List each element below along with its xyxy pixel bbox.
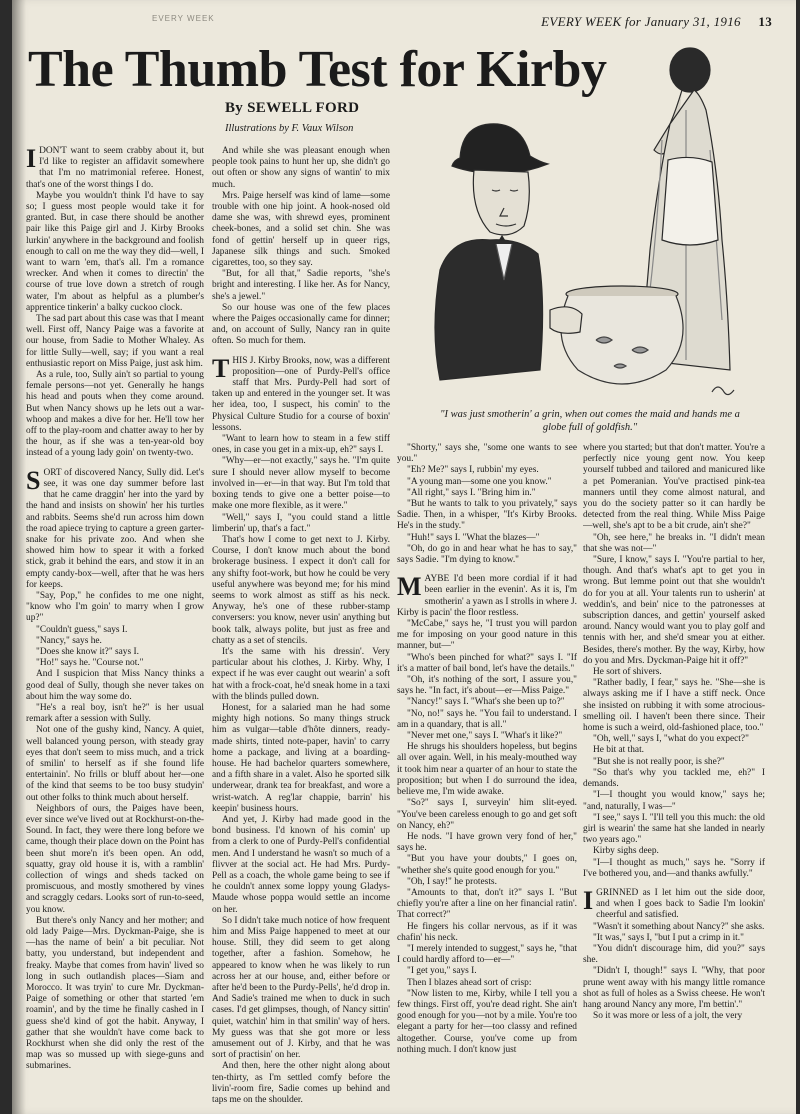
text-column-2 [212, 146, 390, 1106]
binding-shadow [12, 0, 26, 1114]
paragraph: And while she was pleasant enough when people took pains to hunt her up, she didn't go out often or show any signs of wantin' to mix much. [212, 146, 390, 190]
drop-cap: T [212, 353, 230, 383]
paragraph: "A young man—some one you know." [407, 476, 552, 487]
paragraph: "Want to learn how to steam in a few stiff ones, in case you get in a mix-up, eh?" says I. [212, 434, 390, 456]
paragraph: That's how I come to get next to J. Kirby. Course, I don't know much about the bond brokerage business. I expect it don't call for any shifty foot-work, but how he could be very useful anywhere was beyond me; for his mind seems to work almost as stiff as his neck. Anyway, he's one of these rubber-stamp conversers: you know, never usin' anything but book talk, always polite, but just as free and chatty as a set of stencils. [212, 534, 390, 646]
paragraph: "It was," says I, "but I put a crimp in it." [593, 932, 744, 943]
paragraph: As a rule, too, Sully ain't so partial to young female persons—not yet. Generally he hangs his head and pouts when they come around. But when Nancy shows up he lets out a war-whoop and makes a dive for her. He'll tow her off to the play-room and chatter away to her by the hour, as if she was a ten-year-old boy instead of a young lady goin' on twenty-two. [26, 370, 204, 459]
paragraph: "Nancy," says he. [36, 635, 102, 646]
paragraph: "You didn't discourage him, did you?" says she. [583, 943, 765, 966]
paragraph: "Amounts to that, don't it?" says I. "But chiefly you're after a line on her financial ratin'. That correct?" [397, 887, 577, 921]
paragraph: "Who's been pinched for what?" says I. "If it's a matter of bail bond, let's have the details." [397, 652, 577, 674]
paragraph: "Ho!" says he. "Course not." [36, 658, 144, 669]
paragraph: He sort of shivers. [593, 667, 662, 678]
paragraph: SORT of discovered Nancy, Sully did. Let's see, it was one day summer before last that he came draggin' her into the yard by the hand and insists on showin' her his turtles and rabbits. Seems she'd run across him down the road apiece trying to capture a green garter-snake for his private zoo. And when she showed him how to spear it with a forked stick, grab it behind the ears, and stow it in an empty candy-box—well, after that he was hers for keeps. [26, 465, 204, 590]
drop-cap: S [26, 465, 41, 495]
paragraph: "Well," says I, "you could stand a little limberin' up, that's a fact." [212, 512, 390, 534]
illustration-man-with-goldfish-bowl [400, 40, 762, 400]
paragraph: "Oh, well," says I, "what do you expect?" [593, 734, 749, 745]
text-column-3 [397, 443, 577, 1108]
paragraph: It's the same with his dressin'. Very particular about his clothes, J. Kirby. Why, I expect if he was ever caught out wearin' a soft hat with a frock-coat, he'd sneak home in a taxi with the blinds pulled down. [212, 646, 390, 702]
paragraph: THIS J. Kirby Brooks, now, was a different proposition—one of Purdy-Pell's office staff that Mrs. Purdy-Pell had sort of taken up and entered in the younger set. It was her idea, too, I suspect, his comin' to the Physical Culture Studio for a course of boxin' lessons. [212, 353, 390, 433]
paragraph: "I see," says I. "I'll tell you this much: the old girl is wearin' the same hat she landed in nearly two years ago." [583, 812, 765, 846]
goldfish-bowl [550, 286, 683, 384]
paragraph: IGRINNED as I let him out the side door, and when I goes back to Sadie I'm lookin' cheerful and satisfied. [583, 885, 765, 921]
paragraph: Not one of the gushy kind, Nancy. A quiet, well balanced young person, with steady gray eyes that don't seem to miss much, and a trick of smilin' to herself as if she found life entertainin'. No frills or bluff about her—one of the kind that seems to be too busy studyin' out other folks to think much about herself. [26, 725, 204, 803]
paragraph: MAYBE I'd been more cordial if it had been earlier in the evenin'. As it is, I'm smotherin' a yawn as I strolls in where J. Kirby is pacin' the floor restless. [397, 572, 577, 618]
text-column-4 [583, 443, 765, 1108]
paragraph: And I suspicion that Miss Nancy thinks a good deal of Sully, though she never takes on about him the way some do. [26, 669, 204, 702]
paragraph: He fingers his collar nervous, as if it was chafin' his neck. [397, 921, 577, 943]
paragraph: "Oh, do go in and hear what he has to say," says Sadie. "I'm dying to know." [397, 543, 577, 566]
paragraph: "I—I thought you would know," says he; "and, naturally, I was—" [583, 790, 765, 812]
paragraph: Neighbors of ours, the Paiges have been, ever since we've lived out at Rockhurst-on-the-Sound. In fact, they were there long before we came, though their place down on the Point has been shut more'n it's been open. An odd, squatty, gray old house it is, with a ramblin' collection of wings and sheds tacked on promiscuous, and mostly smothered by vines and scraggly cedars. Looks sort of run-to-seed, you know. [26, 803, 204, 915]
paragraph: "I—I thought as much," says he. "Sorry if I've bothered you, and—and thanks awfully." [583, 857, 765, 879]
paragraph: So I didn't take much notice of how frequent him and Miss Paige happened to meet at our house. Still, they did seem to get along together, after a fashion. Somehow, he appeared to know when he was likely to run across her at our house, and, either before or after he'd been to the Purdy-Pells', he'd drop in. And Sadie's trained me when to duck in such cases. I'd get glimpses, though, of Nancy sittin' quiet, watchin' him in that smilin' way of hers. My guess was that she got more or less amusement out of J. Kirby, and that he was sort of practisin' on her. [212, 915, 390, 1061]
article-title: The Thumb Test for Kirby [28, 41, 607, 98]
paragraph: "Never met one," says I. "What's it like?" [407, 731, 563, 742]
paragraph: "But he wants to talk to you privately," says Sadie. Then, in a whisper, "It's Kirby Brooks. He's in the study." [397, 499, 577, 532]
paragraph: But there's only Nancy and her mother; and old lady Paige—Mrs. Dyckman-Paige, she is—has the name of bein' a bit peculiar. Not batty, you understand, but independent and freaky. Maybe that comes from havin' lived so long in such outlandish places—Siam and Morocco. It was tryin' to cure Mr. Dyckman-Paige of something or other that started 'em roamin', and by the time he finally cashed in I guess she'd kind of got the habit. Anyway, I gather that she wouldn't have come back to Rockhurst when she did only the rest of the map was so mussed up with siege-guns and submarines. [26, 915, 204, 1072]
paragraph: "Eh? Me?" says I, rubbin' my eyes. [407, 465, 539, 476]
paragraph: Kirby sighs deep. [593, 846, 659, 857]
paragraph: And then, here the other night along about ten-thirty, as I'm settled comfy before the livin'-room fire, Sadie comes up behind and taps me on the shoulder. [212, 1061, 390, 1106]
paragraph: "Nancy!" says I. "What's she been up to?" [407, 697, 565, 708]
running-head [541, 14, 772, 30]
paragraph: He nods. "I have grown very fond of her," says he. [397, 831, 577, 854]
paragraph: "Does she know it?" says I. [36, 646, 139, 657]
paragraph: "But you have your doubts," I goes on, "whether she's quite good enough for you." [397, 854, 577, 876]
paragraph: "Oh, see here," he breaks in. "I didn't mean that she was not—" [583, 532, 765, 554]
paragraph: Mrs. Paige herself was kind of lame—some trouble with one hip joint. A hook-nosed old dame she was, with shrewd eyes, prominent cheek-bones, and a solid set chin. She was fond of gettin' herself up in queer rigs, Japanese silk things and such. Smoked cigarettes, too, so they say. [212, 190, 390, 269]
byline: By SEWELL FORD [225, 100, 360, 116]
faint-running-head: EVERY WEEK [152, 14, 215, 23]
paragraph: "So?" says I, surveyin' him slit-eyed. "You've been careless enough to go and get soft on Nancy, eh?" [397, 798, 577, 831]
paragraph: So our house was one of the few places where the Paiges occasionally came for dinner; and, on account of Sully, Nancy ran in quite often. So much for them. [212, 302, 390, 347]
paragraph: "All right," says I. "Bring him in." [407, 487, 536, 498]
paragraph: "I merely intended to suggest," says he, "that I could hardly afford to—er—" [397, 943, 577, 966]
drop-cap: M [397, 572, 422, 602]
paragraph: "Say, Pop," he confides to me one night, "know who I'm goin' to marry when I grow up?" [26, 590, 204, 624]
paragraph: "So that's why you tackled me, eh?" I demands. [583, 767, 765, 790]
paragraph: "Couldn't guess," says I. [36, 624, 128, 635]
paragraph: "Sure, I know," says I. "You're partial to her, though. And that's what's apt to get you in wrong. But lemme point out that she wouldn't do for you at all. Your talents run to usherin' at weddin's, and bein' nice to the patronesses at subscription dances, and gettin' yourself asked around. Nancy would want you to play golf and tennis with her, and she'd smear you at either. Besides, there's mother. By the way, Kirby, how do you and Mrs. Dyckman-Paige hit it off?" [583, 555, 765, 666]
paragraph: He shrugs his shoulders hopeless, but begins all over again. Well, in his mealy-mouthed way it took him near a quarter of an hour to state the proposition; but when I do surround the idea, believe me, I'm wide awake. [397, 742, 577, 798]
drop-cap: I [26, 146, 37, 173]
paragraph: "But, for all that," Sadie reports, "she's bright and interesting. I like her. As for Nancy, she's a jewel." [212, 269, 390, 302]
paragraph: "Now listen to me, Kirby, while I tell you a few things. First off, you're dead right. She ain't good enough for you—not by a mile. You're too elegant a party for her—too classy and refined altogether. Course, you've come up from nothing much. I don't know just [397, 988, 577, 1055]
paragraph: "No, no!" says he. "You fail to understand. I am in a quandary, that is all." [397, 708, 577, 730]
paragraph: Maybe you wouldn't think I'd have to say so; I guess most people would take it for granted. But, in case there should be another pair like this Paige girl and J. Kirby Brooks lurkin' anywhere in the background and foolish enough to call on me the way they did—well, I want to warn 'em, that's all. I'm a romance wrecker. And when it comes to directin' the course of true love down a stretch of rough water, I'm about as helpful as a plumber's apprentice tinkerin' a balky cuckoo clock. [26, 190, 204, 313]
paragraph: "Wasn't it something about Nancy?" she asks. [593, 921, 765, 932]
paragraph: "I get you," says I. [407, 966, 477, 977]
paragraph: "McCabe," says he, "I trust you will pardon me for imposing on your good nature in this manner, but—" [397, 619, 577, 652]
paragraph: "Shorty," says she, "some one wants to see you." [397, 443, 577, 465]
paragraph: "Huh!" says I. "What the blazes—" [407, 532, 540, 543]
magazine-page [12, 0, 796, 1114]
drop-cap: I [583, 885, 594, 915]
paragraph: Then I blazes ahead sort of crisp: [407, 977, 532, 988]
paragraph: "Oh, it's nothing of the sort, I assure you," says he. "In fact, it's about—er—Miss Paige." [397, 675, 577, 697]
paragraph: "Why—er—not exactly," says he. "I'm quite sure I should never allow myself to become involved in—er—in that way. But I'm told that boxing tends to give one a better poise—to make one more flexible, as it were." [212, 456, 390, 512]
illustration-credit: Illustrations by F. Vaux Wilson [225, 123, 354, 134]
illustration-caption: "I was just smotherin' a grin, when out comes the maid and hands me a globe full of goldfish." [440, 409, 740, 433]
paragraph: "He's a real boy, isn't he?" is her usual remark after a session with Sully. [26, 702, 204, 725]
page-number: 13 [758, 14, 772, 29]
paragraph: "Rather badly, I fear," says he. "She—she is always asking me if I have a stiff neck. Once she insisted on rubbing it with some atrocious-smelling oil. I haven't been there since. Their home is such a weird, old-fashioned place, too." [583, 678, 765, 734]
paragraph: So it was more or less of a jolt, the very [593, 1011, 743, 1022]
paragraph: And yet, J. Kirby had made good in the bond business. I'd known of his comin' up from a clerk to one of Purdy-Pell's confidential men. And I understand he wasn't so much of a flivver at the social act. He had Mrs. Purdy-Pell as a coach, the whole game being to see if he couldn't annex some loppy young Gladys-Maude whose poppa would settle an income on her. [212, 814, 390, 915]
paragraph: Honest, for a salaried man he had some mighty high notions. So many things struck him as vulgar—table d'hôte dinners, ready-made shirts, tinted note-paper, havin' to carry home a package, and living at a boarding-house. He had bachelor quarters somewhere, and a fifth share in a valet. Also he sported silk underwear, drank tea for breakfast, and wore a wrist-watch. A reg'lar chappie, barrin' his keepin' business hours. [212, 702, 390, 814]
paragraph: "But she is not really poor, is she?" [593, 756, 725, 767]
paragraph: "Didn't I, though!" says I. "Why, that poor prune went away with his mangy little romance shot as full of holes as a Swiss cheese. He won't hang around Nancy any more, I'm bettin'." [583, 966, 765, 1010]
running-head-text: EVERY WEEK for January 31, 1916 [541, 14, 741, 29]
paragraph: "Oh, I say!" he protests. [407, 876, 497, 887]
text-column-1 [26, 146, 204, 1106]
paragraph: The sad part about this case was that I meant well. First off, Nancy Paige was a favorite at our house, from Sadie to Mother Whaley. As for little Sully—well, say; if you want a real enthusiastic report on Miss Paige, just ask him. [26, 314, 204, 369]
paragraph: He bit at that. [593, 745, 645, 756]
artist-signature [712, 387, 734, 395]
man-figure [435, 124, 548, 380]
paragraph: IDON'T want to seem crabby about it, but I'd like to register an affidavit somewhere that I'm no matrimonial referee. Honest, that's one of the worst things I do. [26, 146, 204, 190]
paragraph: where you started; but that don't matter. You're a perfectly nice young gent now. You keep yourself tubbed and tailored and manicured like a pet Pomeranian. You've practised pink-tea manners until they come almost natural, and you do the society patter so it can hardly be detected from the real thing. While Miss Paige—well, she's apt to be a bit crude, ain't she?" [583, 443, 765, 532]
